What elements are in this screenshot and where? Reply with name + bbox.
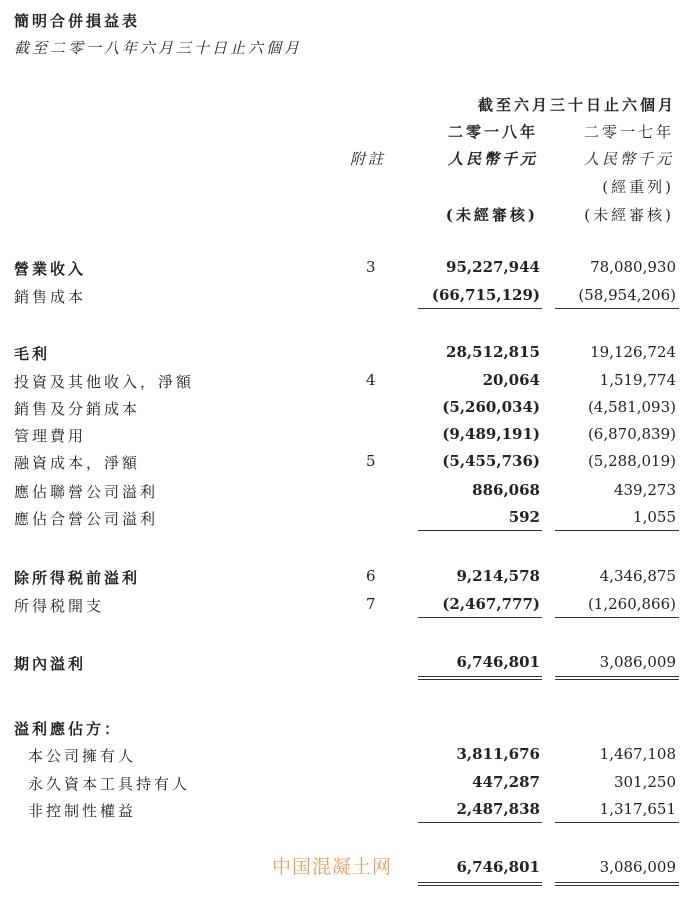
subtotal-rule-2018 bbox=[418, 308, 542, 309]
value-2017: 1,467,108 bbox=[599, 745, 676, 763]
subtotal-rule-2017 bbox=[555, 308, 679, 309]
row-note: 6 bbox=[366, 567, 376, 585]
total-double-rule-2017 bbox=[555, 882, 679, 886]
value-2018: 3,811,676 bbox=[456, 745, 540, 763]
year-2017-header: 二零一七年 bbox=[583, 123, 674, 141]
value-2017: 19,126,724 bbox=[590, 343, 676, 361]
value-2018: 6,746,801 bbox=[456, 653, 540, 671]
total-double-rule-2018 bbox=[418, 676, 542, 680]
value-2018: 20,064 bbox=[482, 371, 540, 389]
row-label: 投資及其他收入，淨額 bbox=[14, 373, 195, 391]
subtotal-rule-2018 bbox=[418, 530, 542, 531]
value-2017: 1,519,774 bbox=[599, 371, 676, 389]
row-label: 溢利應佔方： bbox=[14, 720, 123, 738]
row-label: 銷售成本 bbox=[14, 288, 87, 306]
value-2017: 3,086,009 bbox=[599, 858, 676, 876]
year-2018-header: 二零一八年 bbox=[447, 123, 538, 141]
row-label: 所得税開支 bbox=[14, 597, 105, 615]
value-2018: (66,715,129) bbox=[431, 286, 540, 304]
value-2018: 886,068 bbox=[472, 481, 540, 499]
row-label: 永久資本工具持有人 bbox=[28, 775, 191, 793]
row-label: 毛利 bbox=[14, 345, 51, 363]
value-2017: (5,288,019) bbox=[587, 452, 676, 470]
value-2017: 439,273 bbox=[613, 481, 676, 499]
row-label: 營業收入 bbox=[14, 260, 87, 278]
subtotal-rule-2018 bbox=[418, 822, 542, 823]
value-2018: 592 bbox=[508, 508, 540, 526]
unaudited-2018-header: (未經審核) bbox=[445, 206, 538, 224]
value-2017: 3,086,009 bbox=[599, 653, 676, 671]
value-2017: 301,250 bbox=[613, 773, 676, 791]
statement-subtitle: 截至二零一八年六月三十日止六個月 bbox=[14, 39, 303, 57]
row-label: 期內溢利 bbox=[14, 655, 87, 673]
row-label: 本公司擁有人 bbox=[28, 747, 137, 765]
value-2017: (1,260,866) bbox=[587, 595, 676, 613]
row-note: 7 bbox=[366, 595, 376, 613]
value-2018: 28,512,815 bbox=[446, 343, 540, 361]
value-2017: 1,317,651 bbox=[599, 800, 676, 818]
value-2018: 9,214,578 bbox=[456, 567, 540, 585]
note-header: 附註 bbox=[350, 150, 387, 168]
value-2018: 447,287 bbox=[472, 773, 540, 791]
value-2017: 1,055 bbox=[633, 508, 676, 526]
value-2017: 4,346,875 bbox=[599, 567, 676, 585]
value-2017: (4,581,093) bbox=[587, 398, 676, 416]
subtotal-rule-2017 bbox=[555, 617, 679, 618]
row-label: 融資成本，淨額 bbox=[14, 454, 141, 472]
total-double-rule-2018 bbox=[418, 882, 542, 886]
period-header: 截至六月三十日止六個月 bbox=[477, 96, 676, 114]
row-label: 非控制性權益 bbox=[28, 802, 137, 820]
restated-header: (經重列) bbox=[602, 178, 674, 196]
value-2018: 95,227,944 bbox=[446, 258, 540, 276]
value-2018: 6,746,801 bbox=[456, 858, 540, 876]
row-label: 管理費用 bbox=[14, 427, 87, 445]
value-2017: (6,870,839) bbox=[587, 425, 676, 443]
currency-2018-header: 人民幣千元 bbox=[447, 150, 538, 168]
subtotal-rule-2018 bbox=[418, 617, 542, 618]
row-note: 3 bbox=[366, 258, 376, 276]
value-2017: 78,080,930 bbox=[590, 258, 676, 276]
currency-2017-header: 人民幣千元 bbox=[583, 150, 674, 168]
subtotal-rule-2017 bbox=[555, 530, 679, 531]
value-2018: (2,467,777) bbox=[442, 595, 540, 613]
row-label: 銷售及分銷成本 bbox=[14, 400, 141, 418]
unaudited-2017-header: (未經審核) bbox=[584, 206, 674, 224]
watermark: 中国混凝土网 bbox=[272, 856, 393, 878]
subtotal-rule-2017 bbox=[555, 822, 679, 823]
value-2018: (5,260,034) bbox=[442, 398, 540, 416]
row-note: 5 bbox=[366, 452, 376, 470]
statement-title: 簡明合併損益表 bbox=[14, 12, 141, 30]
value-2018: 2,487,838 bbox=[456, 800, 540, 818]
total-double-rule-2017 bbox=[555, 676, 679, 680]
value-2018: (9,489,191) bbox=[442, 425, 540, 443]
row-label: 應佔合營公司溢利 bbox=[14, 510, 159, 528]
row-label: 除所得税前溢利 bbox=[14, 569, 141, 587]
row-note: 4 bbox=[366, 371, 376, 389]
value-2017: (58,954,206) bbox=[578, 286, 676, 304]
row-label: 應佔聯營公司溢利 bbox=[14, 483, 159, 501]
value-2018: (5,455,736) bbox=[442, 452, 540, 470]
